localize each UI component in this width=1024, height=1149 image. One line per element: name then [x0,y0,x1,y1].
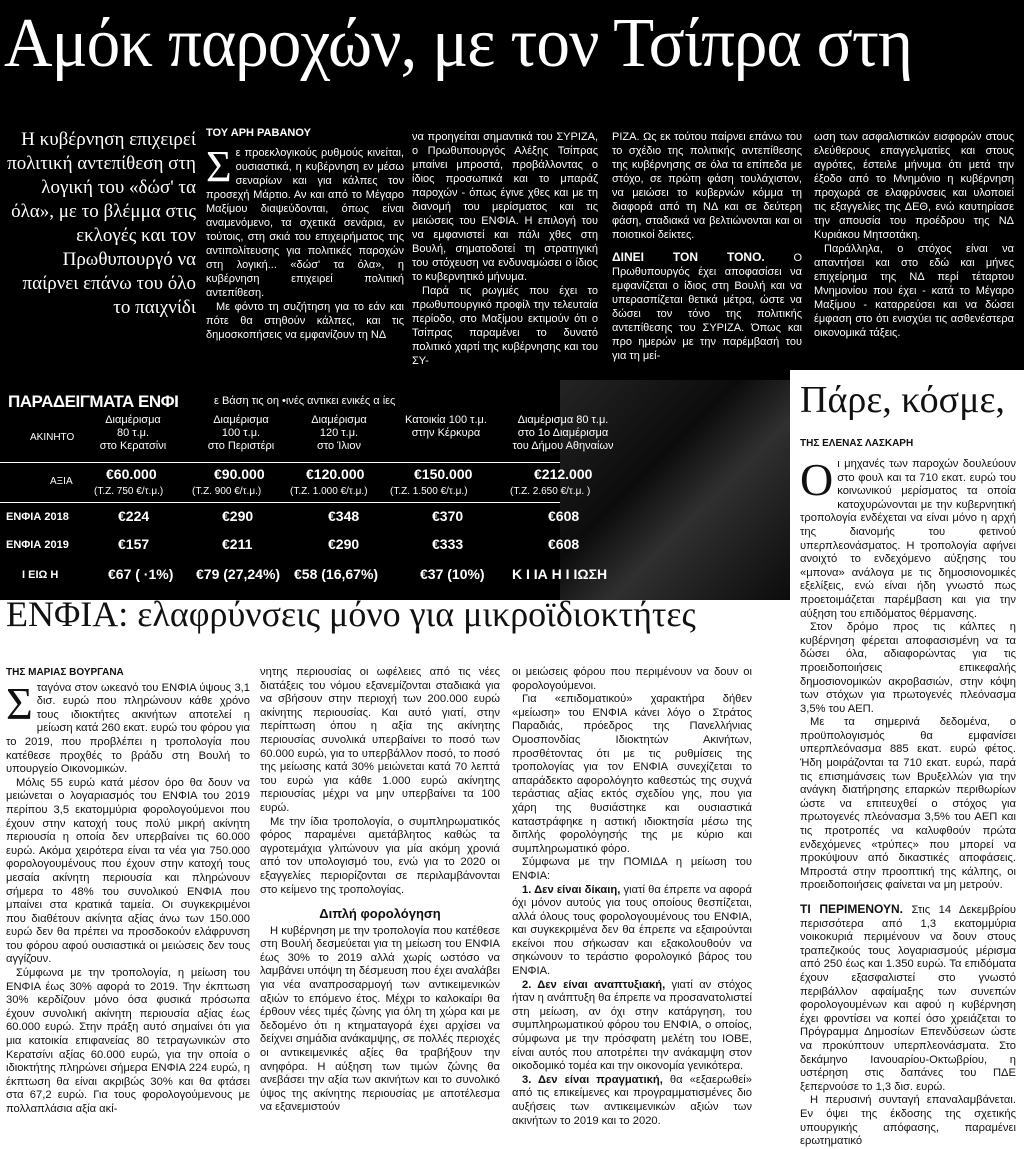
side-article-p2: Στον δρόμο προς τις κάλπες η κυβέρνηση φέρεται αποφασισμένη να τα δώσει όλα, αδιαφορώντας για τις προειδοποιήσεις επικεφαλής δημοσιονομικών ακροβασιών, στην κόψη των στόχων για πρωτογενές πλεόνασμα 3,5% του ΑΕΠ. [800,621,1016,715]
side-article-p3: Με τα σημερινά δεδομένα, ο προϋπολογισμός θα εμφανίσει υπερπλεόνασμα 885 εκατ. ευρώ φέτος. Ήδη μοιράζονται τα 710 εκατ. ευρώ, παρά τις επισημάνσεις των Βρυξελλών για την ανάγκη διατήρησης επαρκών περιθωρίων ώστε να επιτευχθεί ο στόχος για πρωτογενές πλεόνασμα 3,5% του ΑΕΠ και τις προτροπές να καλυφθούν πρώτα ενδεχόμενες «τρύπες» που μπορεί να προκύψουν από δικαστικές αποφάσεις. Μπροστά στην προοπτική της κάλπης, οι προειδοποιήσεις φαίνεται να μη μετρούν. [800,716,1016,892]
enfia-c3-point2: γιατί αν στόχος ήταν η ανάπτυξη θα έπρεπε να προσανατολιστεί στη μείωση, αν όχι στην κατάργηση, του συμπληρωματικού φόρου του ΕΝΦΙΑ, ο οποίος, σύμφωνα με την πρόσφατη μελέτη του ΙΟΒΕ, είναι αυτός που αποτρέπει την ανάκαμψη στον οικοδομικό τομέα και την οικονομία γενικότερα. [512,978,752,1073]
enfia-2019-cell: €290 [328,536,360,552]
value-cell: €212.000 [534,466,593,482]
zone-price-cell: (Τ.Ζ. 2.650 €/τ.μ. ) [510,486,591,497]
article1-col3-subhead: ΔΙΝΕΙ ΤΟΝ ΤΟΝΟ. [612,250,765,264]
reduction-cell: €79 (27,24%) [196,566,281,582]
enfia-c2p1: νητης περιουσίας οι ωφέλειες από τις νέες διατάξεις του νόμου εξανεμίζονται σταδιακά για να σβήσουν στην περιοχή των 200.000 ευρώ ακίνητης περιουσίας. Και αυτό γιατί, στην περίπτωση όπου η αξία της ακίνητης περιουσίας συνολικά υπερβαίνει το ποσό των 60.000 ευρώ, για το υπερβάλλον ποσό, το ποσό της μείωσης κατά 30% μειώνεται κατά 70 λεπτά του ευρώ για κάθε 1.000 ευρώ ακίνητης περιουσίας μέχρι να μην υπερβαίνει τα 100 ευρώ. [260,666,500,814]
side-article-p1: ι μηχανές των παροχών δουλεύουν στο φουλ και τα 710 εκατ. ευρώ του κοινωνικού μερίσματος τα οποία κατοχυρώνονται με την κυβερνητική τροπολογία ενδέχεται να είναι μόνο η αρχή της διανομής του φετινού υπερπλεονάσματος. Η τροπολογία αφήνει ανοιχτό το ενδεχόμενο αύξησης του «μπονα» ανάλογα με τις δημοσιονομικές εξελίξεις, ενώ είναι ήδη γνωστό πως προετοιμάζεται παρέμβαση και για την αύξηση του επιδόματος θέρμανσης. [800,458,1016,620]
table-divider [0,462,560,463]
value-cell: €120.000 [306,466,365,482]
zone-price-cell: (Τ.Ζ. 900 €/τ.μ.) [192,486,262,497]
row-label-2018: ΕΝΦΙΑ 2018 [6,511,69,523]
enfia-2018-cell: €290 [222,508,254,524]
article1-col1 [206,126,404,342]
enfia-c2p2: Με την ίδια τροπολογία, ο συμπληρωματικός φόρος παραμένει αμετάβλητος καθώς τα αγροτεμάχια γλιτώνουν για μία ακόμη χρονιά από τον υπολογισμό του, ενώ για το 2020 οι εξαγγελίες περιορίζονται σε περιλαμβάνονται στο κείμενο της τροπολογίας. [260,815,500,896]
main-headline: Αμόκ παροχών, με τον Τσίπρα στη [4,5,913,82]
article1-col2b-text: Παρά τις ρωγμές που έχει το πρωθυπουργικό προφίλ την τελευταία περίοδο, στο Μαξίμου εκτιμούν ότι ο Τσίπρας παραμένει το δυνατό πολιτικό χαρτί της κυβέρνησης και του ΣΥ- [412,285,598,367]
col-header: Διαμέρισμα 120 τ.μ. στο Ίλιον [311,414,367,452]
value-cell: €90.000 [214,466,265,482]
article1-col4-text: ωση των ασφαλιστικών εισφορών στους ελεύθερους επαγγελματίες και στους αγρότες, έστειλε μήνυμα ότι μετά την έξοδο από το Μνημόνιο η κυβέρνηση προχωρά σε ελαφρύνσεις και υλοποιεί τις εξαγγελίες της ΔΕΘ, ενώ καυτηρίασε την απουσία του προέδρου της ΝΔ Κυριάκου Μητσοτάκη. [814,131,1014,241]
enfia-c3-point3-label: 3. Δεν είναι πραγματική, [522,1073,663,1086]
enfia-2018-cell: €370 [432,508,464,524]
side-article-p5: Η περυσινή συνταγή επαναλαμβάνεται. Εν όψει της έκδοσης της σχετικής υπουργικής απόφασης, παραμένει ερωτηματικό [800,1094,1016,1148]
article1-col4 [814,130,1014,340]
reduction-cell: Κ Ι ΙΑ Η Ι ΙΩΣΗ [512,566,608,582]
enfia-2018-cell: €224 [118,508,150,524]
col-header: Διαμέρισμα 80 τ.μ. στο 1ο Διαμέρισμα του Δήμου Αθηναίων [512,414,614,452]
enfia-c3p2: Για «επιδοματικού» χαρακτήρα δήθεν «μείωση» του ΕΝΦΙΑ κάνει λόγο ο Στράτος Παραδιάς, πρόεδρος της Πανελλήνιας Ομοσπονδίας Ιδιοκτητών Ακινήτων, προσθέτοντας ότι με τις ρυθμίσεις της τροπολογίας για τον ΕΝΦΙΑ συνεχίζεται το απαράδεκτο αφορολόγητο καθεστώς της συχνά τεράστιας αξίας εκτός σχεδίου γης, που για χάρη της θυσιάστηκε και ουσιαστικά καταστράφηκε η αστική ιδιοκτησία μέσω της διπλής φορολόγησής της με κύριο και συμπληρωματικό φόρο. [512,693,752,855]
value-cell: €150.000 [414,466,473,482]
col-header: Διαμέρισμα 80 τ.μ. στο Κερατσίνι [99,414,167,452]
reduction-cell: €58 (16,67%) [294,566,379,582]
side-article-byline: ΤΗΣ ΕΛΕΝΑΣ ΛΑΣΚΑΡΗ [800,438,914,449]
col-header: Κατοικία 100 τ.μ. στην Κέρκυρα [405,414,487,439]
enfia-2018-cell: €608 [548,508,580,524]
enfia-col2 [260,666,500,1115]
zone-price-cell: (Τ.Ζ. 1.000 €/τ.μ.) [290,486,368,497]
col-header: Διαμέρισμα 100 τ.μ. στο Περιστέρι [207,414,275,452]
row-label-2019: ΕΝΦΙΑ 2019 [6,539,69,551]
enfia-c2-subhead: Διπλή φορολόγηση [319,906,441,922]
article1-col2 [412,130,598,368]
table-divider [0,502,560,503]
side-article-body [800,454,1016,1149]
article1-col1-text: ε προεκλογικούς ρυθμούς κινείται, ουσιαστικά, η κυβέρνηση εν μέσω σεναρίων και για κάλπες τον προσεχή Μάρτιο. Αν και από το Μέγαρο Μαξίμου διαψεύδονται, όπως είναι αναμενόμενο, τα σχετικά σενάρια, εν τούτοις, στη σκιά του επιχειρήματος της αντιπολίτευσης για πολιτικές παροχών στη λογική... «δώσ' τα όλα», η κυβέρνηση επιχειρεί πολιτική αντεπίθεση. [206,147,404,299]
enfia-2019-cell: €333 [432,536,464,552]
enfia-c3-point3: θα «εξαερωθεί» από τις επικείμενες και προγραμματισμένες διο αυξήσεις των αντικειμενικών αξιών των ακινήτων το 2019 και το 2020. [512,1073,753,1127]
enfia-c3-point1: γιατί θα έπρεπε να αφορά όχι μόνον αυτούς για τους οποίους θεσπίζεται, αλλά όλους τους φορολογουμένους του ΕΝΦΙΑ, και συγκεκριμένα δεν θα έπρεπε να εξαιρούνται εκείνοι που σήκωσαν και εξακολουθούν να σηκώνουν το τεράστιο φορολογικό βάρος του ΕΝΦΙΑ. [512,883,752,978]
side-article-title: Πάρε, κόσμε, [800,379,1005,421]
article1-dropcap: Σ [206,142,232,191]
article1-col4b-text: Παράλληλα, ο στόχος είναι να απαντήσει και στο εδώ και μήνες επιχείρημα της ΝΔ περί τέταρτου Μνημονίου που έχει - κατά το Μέγαρο Μαξίμου - καταρρεύσει και να δώσει έμφαση στο ότι ενισχύει τις ασθενέστερα οικονομικά τάξεις. [814,243,1014,339]
article1-col1b-text: Με φόντο τη συζήτηση για το εάν και πότε θα στηθούν κάλπες, και τις δημοσκοπήσεις να εμφανίζουν τη ΝΔ [206,301,404,341]
article1-col2-text: να προηγείται σημαντικά του ΣΥΡΙΖΑ, ο Πρωθυπουργός Αλέξης Τσίπρας μπαίνει μπροστά, προβάλλοντας ο ίδιος προσωπικά και το μπαράζ παροχών - όπως έγινε χθες και με τη διανομή του μερίσματος και τις μειώσεις του ΕΝΦΙΑ. Η επιλογή του να εμφανιστεί και πάλι χθες στη Βουλή, σηματοδοτεί τη στρατηγική του στόχευση να ενδυναμώσει ο ίδιος το κυβερνητικό μήνυμα. [412,131,598,283]
article1-col3 [612,130,802,363]
table-title: ΠΑΡΑΔΕΙΓΜΑΤΑ ΕΝΦΙ [8,392,179,411]
enfia-c2p3: Η κυβέρνηση με την τροπολογία που κατέθεσε στη Βουλή δεσμεύεται για τη μείωση του ΕΝΦΙΑ έως 30% το 2019 αλλά χωρίς ωστόσο να λαμβάνει υπόψη τη δέσμευση που έχει αναλάβει για νέα αναπροσαρμογή των αντικειμενικών αξιών το επόμενο έτος. Μέχρι το καλοκαίρι θα έρθουν νέες τιμές ζώνης για όλη τη χώρα και με δεδομένο ότι η κτηματαγορά έχει αρχίσει να δείχνει σημάδια ανάκαμψης, σε πολλές περιοχές οι αντικειμενικές αξίες θα τραβήξουν την ανηφόρα. Η αύξηση των τιμών ζώνης θα ανεβάσει την αξία των ακινήτων και το συνολικό ύψος της ακίνητης περιουσίας με αποτέλεσμα να εξανεμιστούν [260,924,500,1114]
enfia-headline: ΕΝΦΙΑ: ελαφρύνσεις μόνο για μικροϊδιοκτήτες [6,594,696,634]
article1-col3b-text: Ο Πρωθυπουργός έχει αποφασίσει να εμφανίζεται ο ίδιος στη Βουλή και να υπερασπίζεται θετικά μέτρα, ώστε να δώσει τον τόνο της πολιτικής αντεπίθεσης του ΣΥΡΙΖΑ. Όπως και προ ημερών με την παρέμβασή του για τη μεί- [612,252,802,362]
article1-byline: ΤΟΥ ΑΡΗ ΡΑΒΑΝΟΥ [206,127,311,139]
row-label-property: ΑΚΙΝΗΤΟ [30,432,75,443]
enfia-c3p3: Σύμφωνα με την ΠΟΜΙΔΑ η μείωση του ΕΝΦΙΑ: [512,856,752,882]
row-label-reduction: Ι ΕΙΩ Η [22,569,59,581]
enfia-c1p2: Μόλις 55 ευρώ κατά μέσον όρο θα δουν να μειώνεται ο λογαριασμός του ΕΝΦΙΑ του 2019 περίπου 3,5 εκατομμύρια φορολογούμενοι που έχουν στην κατοχή τους πολύ μικρή ακίνητη περιουσία η οποία δεν υπερβαίνει τις 60.000 ευρώ. Ακόμα χειρότερα είναι τα νέα για 750.000 φορολογουμένους που έχουν στην κατοχή τους μεσαία ακίνητη περιουσία και πληρώνουν σήμερα το 48% του συνολικού ΕΝΦΙΑ που μπαίνει στα κρατικά ταμεία. Οι συγκεκριμένοι που διαθέτουν ακίνητα αξίας άνω των 150.000 ευρώ δεν θα πρέπει να προσδοκούν ελάφρυνση του φόρου αφού ουσιαστικά οι μειώσεις δεν τους αγγίζουν. [6,776,250,966]
enfia-c1p3: Σύμφωνα με την τροπολογία, η μείωση του ΕΝΦΙΑ έως 30% αφορά το 2019. Την έκπτωση 30% κερδίζουν μόνο όσα φυσικά πρόσωπα έχουν συνολική ακίνητη περιουσία αξίας έως 60.000 ευρώ. Στην πράξη αυτό σημαίνει ότι για μια κατοικία επιφανείας 80 τετραγωνικών στο Κερατσίνι αξίας 60.000 ευρώ, για την οποία ο ιδιοκτήτης πληρώνει σήμερα ΕΝΦΙΑ 224 ευρώ, η έκπτωση θα είναι ακριβώς 30% και θα φτάσει στα 67,2 ευρώ. Για τους φορολογούμενους με πολλαπλάσια αξία ακί- [6,967,250,1115]
zone-price-cell: (Τ.Ζ. 1.500 €/τ.μ.) [390,486,468,497]
enfia-dropcap: Σ [6,677,33,729]
enfia-byline: ΤΗΣ ΜΑΡΙΑΣ ΒΟΥΡΓΑΝΑ [6,667,124,678]
enfia-c3-point1-label: 1. Δεν είναι δίκαιη, [522,883,621,896]
reduction-cell: €37 (10%) [420,566,485,582]
side-article-subhead: ΤΙ ΠΕΡΙΜΕΝΟΥΝ. [800,902,904,916]
value-cell: €60.000 [106,466,157,482]
enfia-c1p1: ταγόνα στον ωκεανό του ΕΝΦΙΑ ύψους 3,1 δισ. ευρώ που πληρώνουν κάθε χρόνο τους ιδιοκτήτες ακινήτων αποτελεί η μείωση κατά 260 εκατ. ευρώ του φόρου για το 2019, που προβλέπει η τροπολογία που κατέθεσε προχθές το βράδυ στη Βουλή το υπουργείο Οικονομικών. [6,681,250,776]
enfia-c3-point2-label: 2. Δεν είναι αναπτυξιακή, [522,978,666,991]
enfia-2018-cell: €348 [328,508,360,524]
enfia-2019-cell: €157 [118,536,150,552]
reduction-cell: €67 ( ·1%) [108,566,174,582]
enfia-2019-cell: €608 [548,536,580,552]
zone-price-cell: (Τ.Ζ. 750 €/τ.μ.) [94,486,164,497]
enfia-col3 [512,666,752,1128]
side-article-p4: Στις 14 Δεκεμβρίου περισσότερα από 1,3 εκατομμύρια νοικοκυριά περιμένουν να δουν στους τραπεζικούς τους λογαριασμούς μέρισμα από 250 έως και 1.350 ευρώ. Τα επιδόματα έχουν εξασφαλιστεί στο γνωστό περιβάλλον αφαίμαξης των συνεπών φορολογουμένων και αφού η κυβέρνηση έχει φροντίσει να κοπεί όσο χρειάζεται το Πρόγραμμα Δημοσίων Επενδύσεων ώστε να προκύπτουν υπερπλεονάσματα. Στο δεκάμηνο Ιανουαρίου-Οκτωβρίου, η υστέρηση στις δαπάνες του ΠΔΕ ξεπερνούσε το 1,3 δισ. ευρώ. [800,904,1016,1093]
table-subtitle: ε Βάση τις οη •ινές αντικει ενικές α ίες [214,395,396,407]
article1-col3-text: ΡΙΖΑ. Ως εκ τούτου παίρνει επάνω του το σχέδιο της πολιτικής αντεπίθεσης της κυβέρνησης σε όλα τα επίπεδα με στόχο, σε πρώτη φάση τουλάχιστον, να μειώσει το κυβερνών κόμμα τη διαφορά από τη ΝΔ και σε δεύτερη φάση, σταδιακά να βελτιώνονται και οι ποιοτικοί δείκτες. [612,131,802,241]
side-article-dropcap: Ο [800,454,834,505]
row-label-value: ΑΞΙΑ [50,476,73,487]
standfirst: Η κυβέρνηση επιχειρεί πολιτική αντεπίθεση στη λογική του «δώσ' τα όλα», με το βλέμμα στις εκλογές και τον Πρωθυπουργό να παίρνει επάνω του όλο το παιχνίδι [7,129,196,318]
enfia-col1 [6,666,250,1117]
enfia-c3p1: οι μειώσεις φόρου που περιμένουν να δουν οι φορολογούμενοι. [512,666,752,692]
enfia-2019-cell: €211 [222,536,253,552]
